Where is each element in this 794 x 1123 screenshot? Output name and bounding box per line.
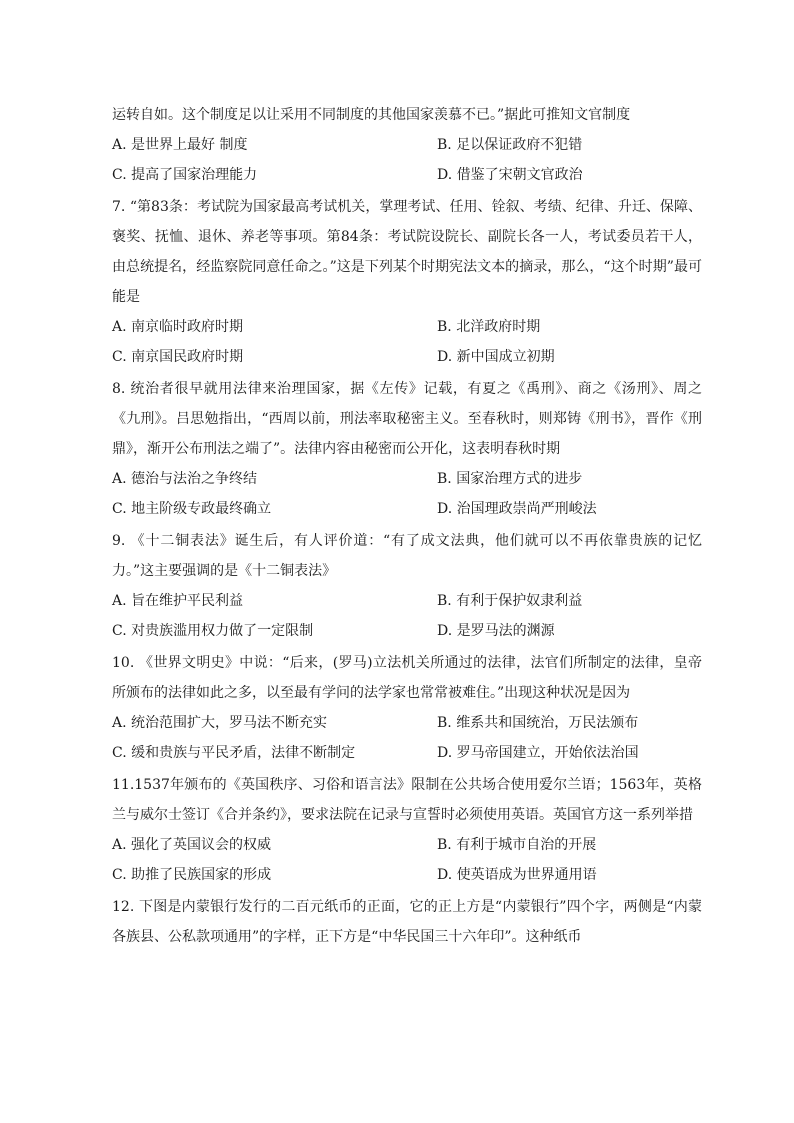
option-c: C. 助推了民族国家的形成 [112, 867, 272, 883]
question-stem: 运转自如。这个制度足以让采用不同制度的其他国家羡慕不已。”据此可推知文官制度 [112, 107, 631, 123]
question-11 [112, 770, 702, 890]
question-list [112, 98, 702, 952]
question-6-continuation [112, 100, 702, 190]
option-c: C. 对贵族滥用权力做了一定限制 [112, 623, 314, 639]
option-a: A. 德治与法治之争终结 [112, 471, 258, 487]
option-d: D. 是罗马法的渊源 [437, 623, 555, 639]
question-12 [112, 892, 702, 952]
option-a: A. 统治范围扩大，罗马法不断充实 [112, 715, 328, 731]
option-c: C. 南京国民政府时期 [112, 349, 244, 365]
question-10 [112, 648, 702, 768]
option-b: B. 有利于保护奴隶利益 [437, 593, 583, 609]
option-b: B. 国家治理方式的进步 [437, 471, 583, 487]
question-7 [112, 192, 702, 372]
question-stem: 11.1537年颁布的《英国秩序、习俗和语言法》限制在公共场合使用爱尔兰语；1563年，英格兰与威尔士签订《合并条约》，要求法院在记录与宣誓时必须使用英语。英国官方这一系列举措 [112, 777, 702, 823]
question-9 [112, 526, 702, 646]
option-b: B. 维系共和国统治，万民法颁布 [437, 715, 639, 731]
option-b: B. 有利于城市自治的开展 [437, 837, 597, 853]
option-b: B. 北洋政府时期 [437, 319, 541, 335]
option-c: C. 缓和贵族与平民矛盾，法律不断制定 [112, 745, 356, 761]
question-stem: 7. “第83条：考试院为国家最高考试机关，掌理考试、任用、铨叙、考绩、纪律、升迁、保障、褒奖、抚恤、退休、养老等事项。第84条：考试院设院长、副院长各一人，考试委员若干人，由总统提名，经监察院同意任命之。”这是下列某个时期宪法文本的摘录，那么，“这个时期”最可能是 [112, 199, 702, 305]
option-d: D. 使英语成为世界通用语 [437, 867, 597, 883]
answer-options [112, 830, 702, 890]
option-d: D. 治国理政崇尚严刑峻法 [437, 501, 597, 517]
question-stem: 9. 《十二铜表法》诞生后，有人评价道：“有了成文法典，他们就可以不再依靠贵族的记忆力。”这主要强调的是《十二铜表法》 [112, 533, 702, 579]
option-a: A. 强化了英国议会的权威 [112, 837, 272, 853]
answer-options [112, 586, 702, 646]
option-a: A. 旨在维护平民利益 [112, 593, 244, 609]
question-stem: 10. 《世界文明史》中说：“后来，(罗马)立法机关所通过的法律，法官们所制定的法律，皇帝所颁布的法律如此之多，以至最有学问的法学家也常常被难住。”出现这种状况是因为 [112, 655, 702, 701]
question-stem: 12. 下图是内蒙银行发行的二百元纸币的正面，它的正上方是“内蒙银行”四个字，两侧是“内蒙各族县、公私款项通用”的字样，正下方是“中华民国三十六年印”。这种纸币 [112, 899, 702, 945]
option-c: C. 地主阶级专政最终确立 [112, 501, 272, 517]
option-c: C. 提高了国家治理能力 [112, 167, 258, 183]
answer-options [112, 130, 702, 190]
answer-options [112, 312, 702, 372]
option-d: D. 新中国成立初期 [437, 349, 555, 365]
option-d: D. 借鉴了宋朝文官政治 [437, 167, 583, 183]
option-b: B. 足以保证政府不犯错 [437, 137, 583, 153]
question-stem: 8. 统治者很早就用法律来治理国家，据《左传》记载，有夏之《禹刑》、商之《汤刑》、周之《九刑》。吕思勉指出，“西周以前，刑法率取秘密主义。至春秋时，则郑铸《刑书》，晋作《刑鼎》，渐开公布刑法之端了”。法律内容由秘密而公开化，这表明春秋时期 [112, 381, 702, 457]
option-d: D. 罗马帝国建立，开始依法治国 [437, 745, 639, 761]
question-8 [112, 374, 702, 524]
answer-options [112, 464, 702, 524]
option-a: A. 南京临时政府时期 [112, 319, 244, 335]
option-a: A. 是世界上最好 制度 [112, 137, 248, 153]
answer-options [112, 708, 702, 768]
